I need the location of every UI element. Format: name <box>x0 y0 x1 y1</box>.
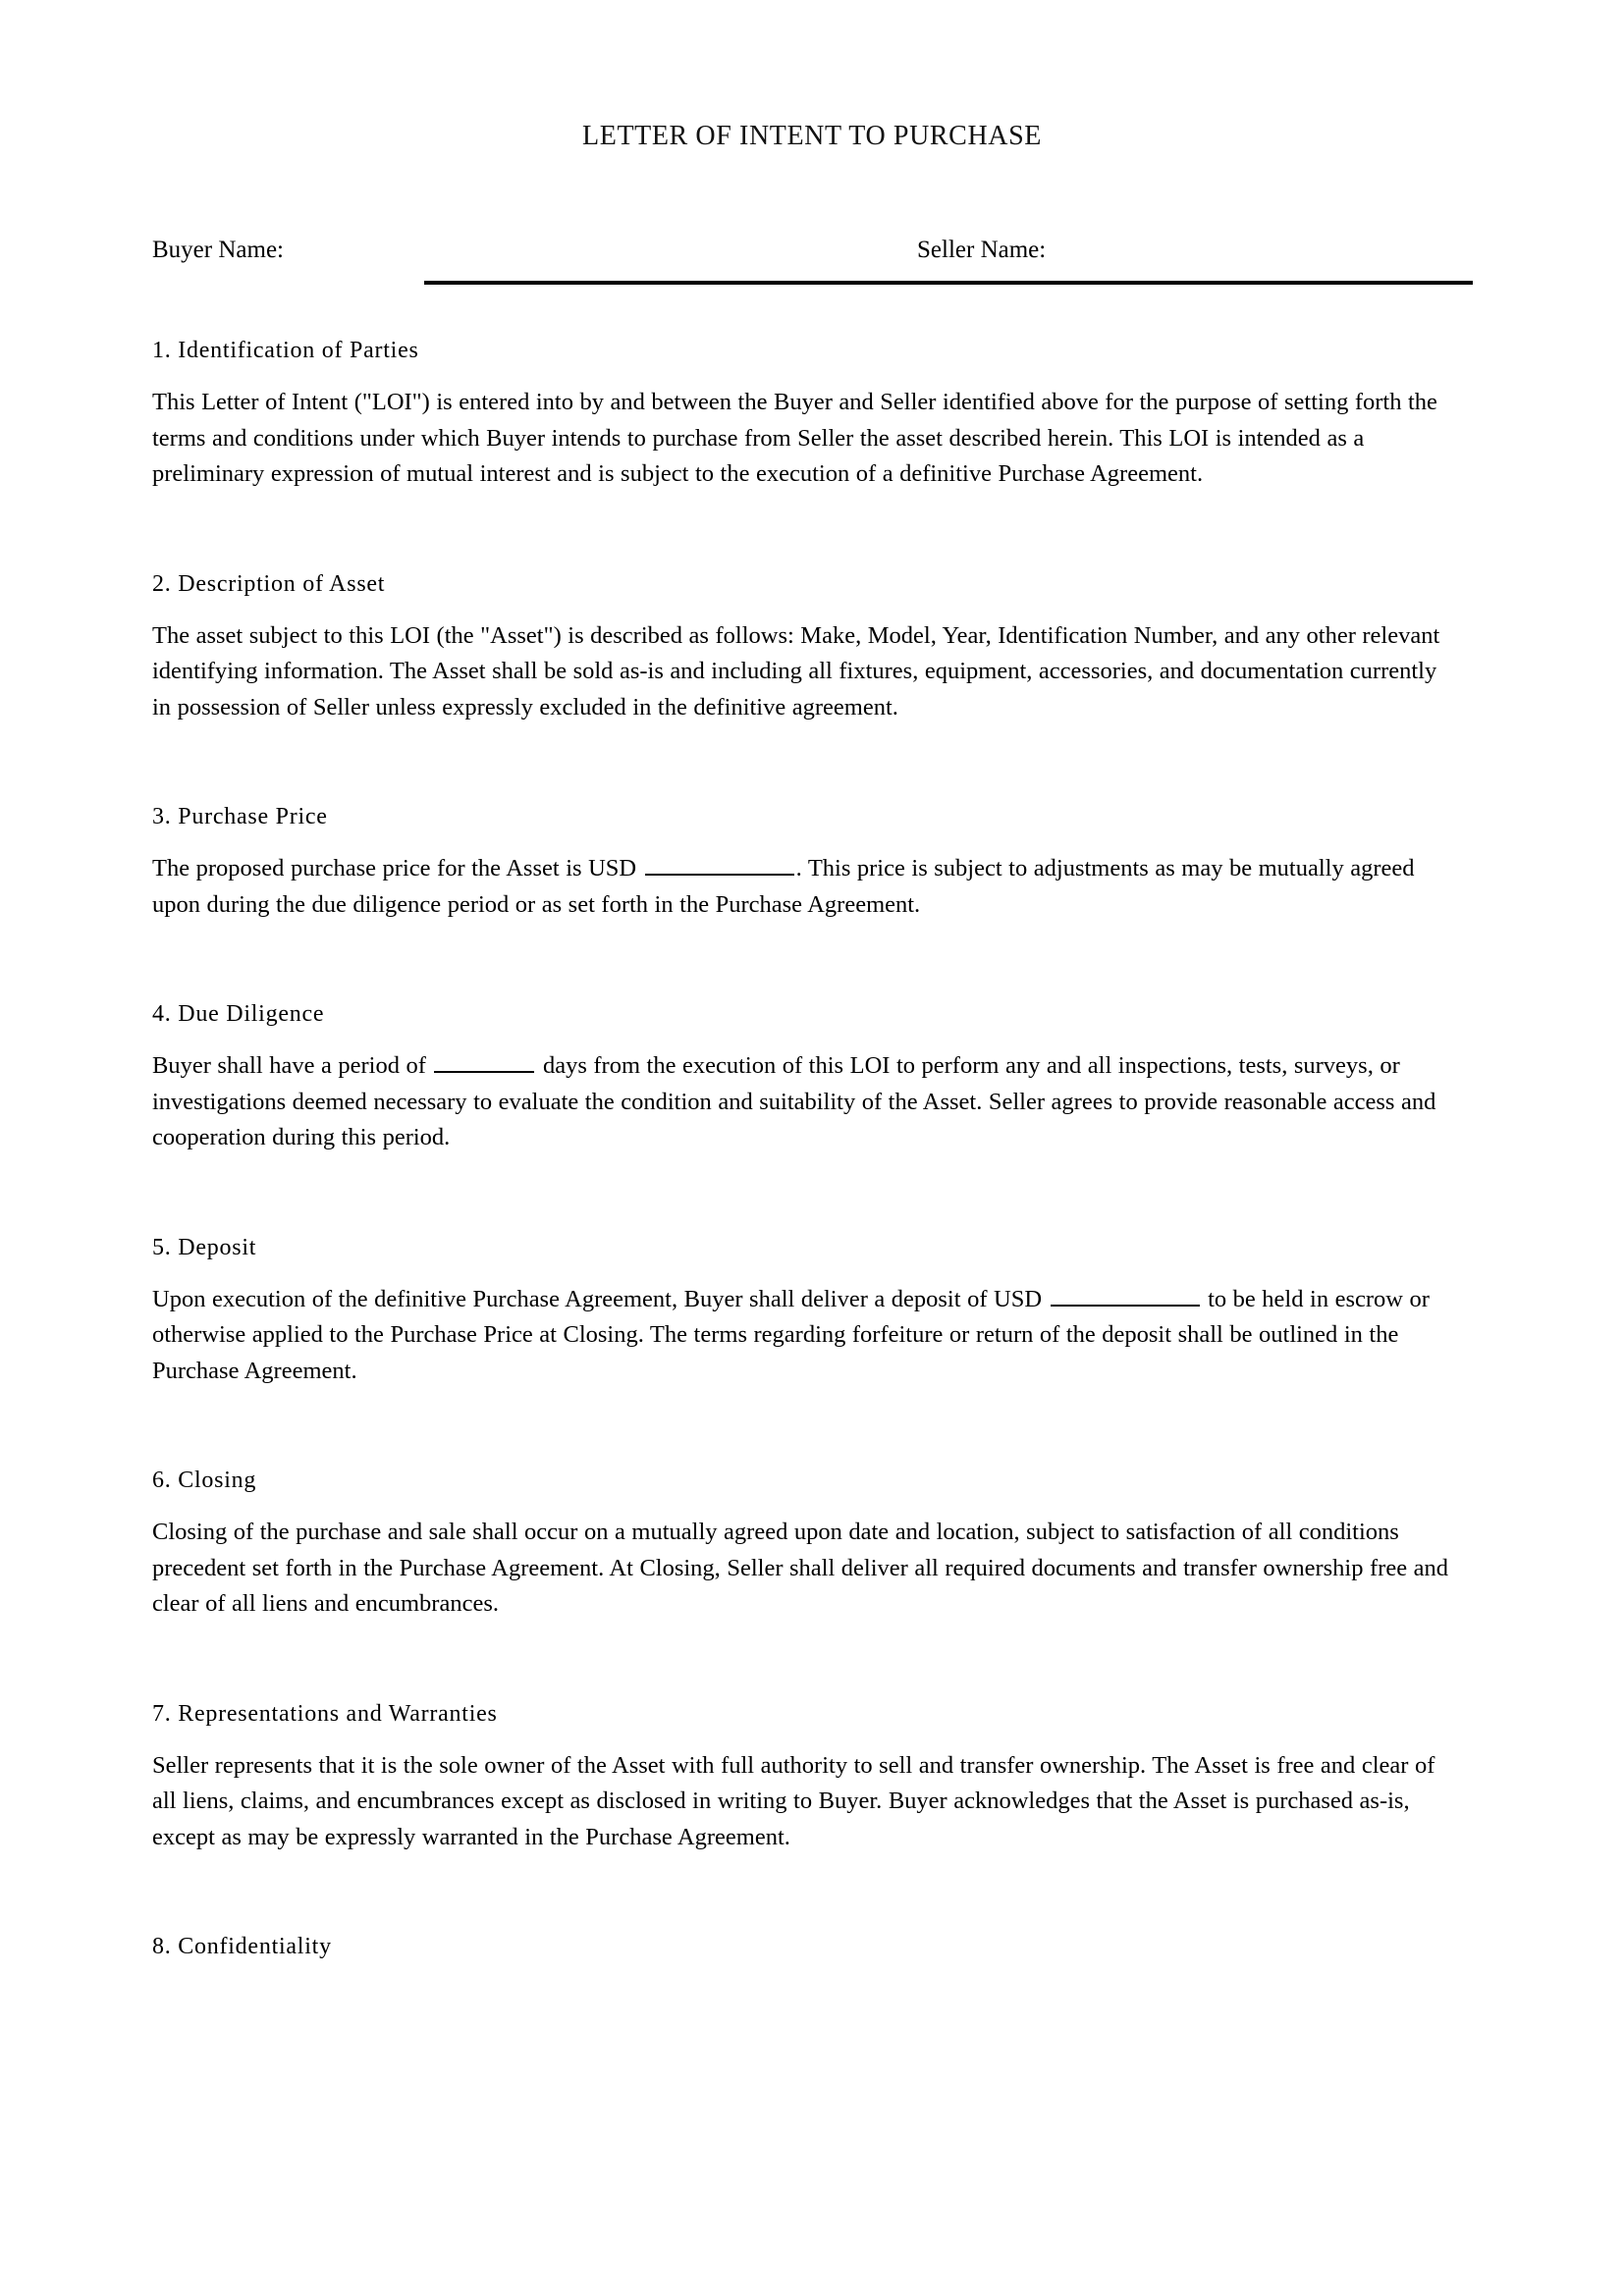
section-heading: 5. Deposit <box>152 1234 257 1260</box>
section-heading: 8. Confidentiality <box>152 1934 332 1959</box>
party-names-underline[interactable] <box>424 281 1473 285</box>
section-closing <box>152 1464 1458 1623</box>
section-paragraph <box>152 1515 1458 1623</box>
paragraph-text: The asset subject to this LOI (the "Asset") is described as follows: Make, Model, Year, Identification Number, and any other relevant identifying information. The Asset shall be sold as-is and including all fixtures, equipment, accessories, and documentation currently in possession of Seller unless expressly excluded in the definitive agreement. <box>152 621 1440 721</box>
purchase-price-blank[interactable] <box>645 855 794 876</box>
paragraph-text-after-blank: . This price is subject to adjustments as may be mutually agreed upon during the due diligence period or as set forth in the Purchase Agreement. <box>152 855 1415 918</box>
paragraph-text-before-blank: The proposed purchase price for the Asset is USD <box>152 855 643 881</box>
section-representations-and-warranties <box>152 1697 1458 1856</box>
section-heading: 1. Identification of Parties <box>152 338 419 363</box>
section-deposit <box>152 1231 1458 1390</box>
paragraph-text: Seller represents that it is the sole owner of the Asset with full authority to sell and transfer ownership. The Asset is free and clear of all liens, claims, and encumbrances except as disclosed in writing to Buyer. Buyer acknowledges that the Asset is purchased as-is, except as may be expressly warranted in the Purchase Agreement. <box>152 1751 1435 1850</box>
paragraph-text-after-blank: days from the execution of this LOI to perform any and all inspections, tests, surveys, or investigations deemed necessary to evaluate the condition and suitability of the Asset. Seller agrees to provide reasonable access and cooperation during this period. <box>152 1052 1436 1150</box>
section-heading: 7. Representations and Warranties <box>152 1700 498 1727</box>
section-purchase-price <box>152 800 1458 923</box>
section-identification-of-parties <box>152 334 1458 493</box>
section-heading: 3. Purchase Price <box>152 804 328 829</box>
page-title: LETTER OF INTENT TO PURCHASE <box>582 121 1042 151</box>
section-heading: 2. Description of Asset <box>152 570 386 597</box>
document-body <box>152 334 1458 1981</box>
section-paragraph <box>152 1282 1458 1390</box>
section-description-of-asset <box>152 567 1458 726</box>
section-paragraph <box>152 851 1458 923</box>
paragraph-text-before-blank: Upon execution of the definitive Purchase Agreement, Buyer shall deliver a deposit of USD <box>152 1285 1049 1312</box>
section-paragraph <box>152 385 1458 493</box>
section-due-diligence <box>152 997 1458 1156</box>
section-paragraph <box>152 618 1458 726</box>
section-paragraph <box>152 1048 1458 1156</box>
due-diligence-days-blank[interactable] <box>434 1052 534 1073</box>
paragraph-text: Closing of the purchase and sale shall occur on a mutually agreed upon date and location, subject to satisfaction of all conditions precedent set forth in the Purchase Agreement. At Closing, Seller shall deliver all required documents and transfer ownership free and clear of all liens and encumbrances. <box>152 1519 1448 1617</box>
buyer-name-label: Buyer Name: <box>152 237 284 263</box>
section-confidentiality <box>152 1930 1458 1963</box>
party-names-row <box>152 234 1473 293</box>
seller-name-label: Seller Name: <box>917 237 1047 263</box>
paragraph-text-after-blank: to be held in escrow or otherwise applied to the Purchase Price at Closing. The terms regarding forfeiture or return of the deposit shall be outlined in the Purchase Agreement. <box>152 1285 1430 1384</box>
section-heading: 6. Closing <box>152 1468 257 1493</box>
deposit-amount-blank[interactable] <box>1051 1286 1200 1307</box>
paragraph-text: This Letter of Intent ("LOI") is entered into by and between the Buyer and Seller identified above for the purpose of setting forth the terms and conditions under which Buyer intends to purchase from Seller the asset described herein. This LOI is intended as a preliminary expression of mutual interest and is subject to the execution of a definitive Purchase Agreement. <box>152 389 1437 487</box>
paragraph-text-before-blank: Buyer shall have a period of <box>152 1052 433 1079</box>
section-paragraph <box>152 1748 1458 1856</box>
section-heading: 4. Due Diligence <box>152 1001 325 1027</box>
